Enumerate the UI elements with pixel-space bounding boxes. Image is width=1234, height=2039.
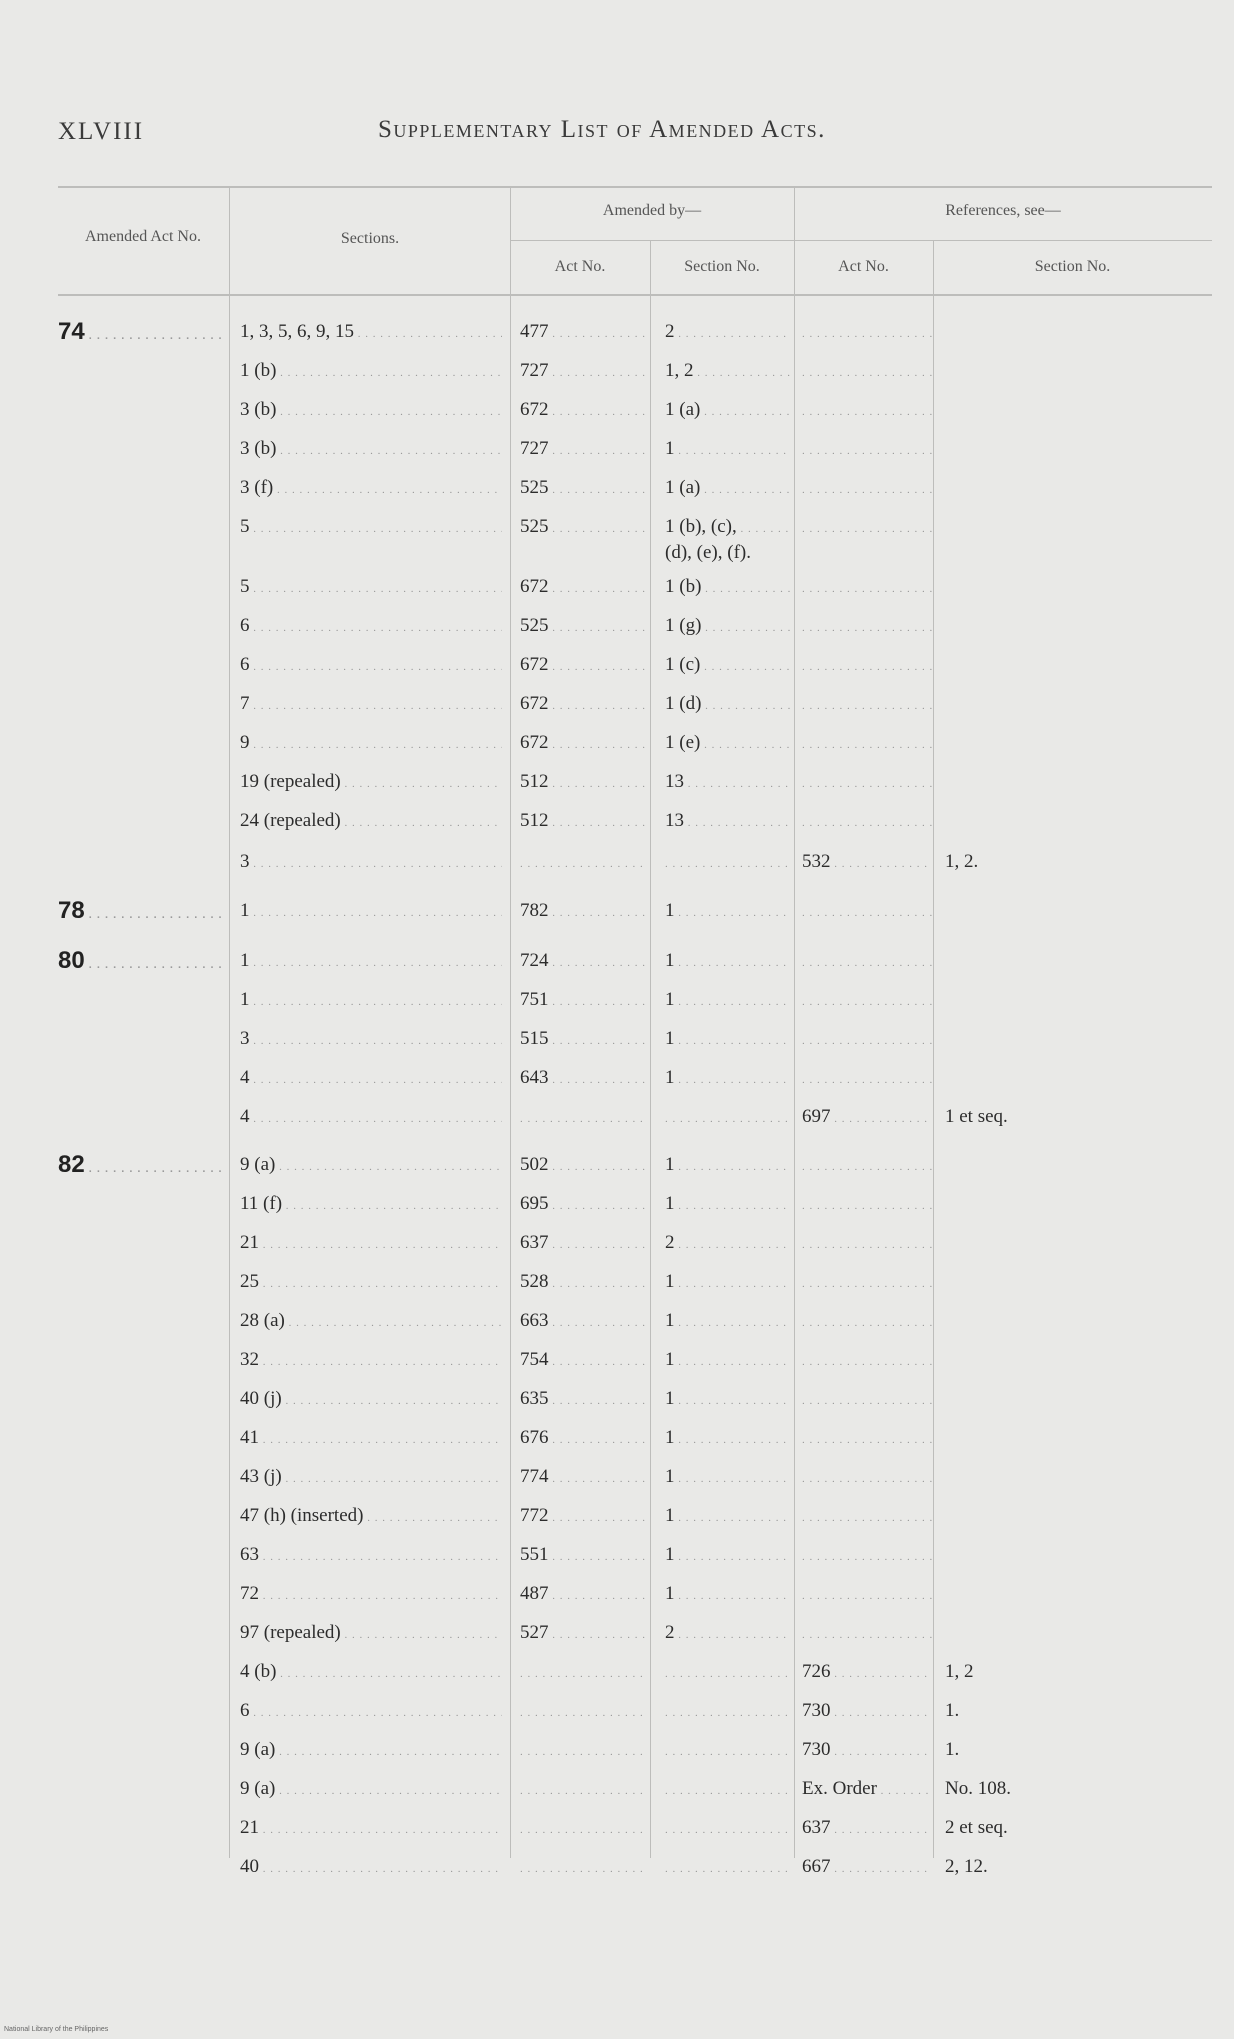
reference-section-cell: 2 et seq. xyxy=(945,1817,1008,1838)
amended-by-section-cell: 1 (b), (c), . . . xyxy=(665,513,790,543)
table-row xyxy=(0,474,1234,512)
reference-act-cell xyxy=(802,1190,932,1220)
table-row xyxy=(0,1853,1234,1891)
section-cell: 6 . . . xyxy=(240,1697,502,1727)
table-row xyxy=(0,1190,1234,1228)
amended-by-act-cell: 751 . . . xyxy=(520,986,645,1016)
amended-by-section-cell: 1 . . . xyxy=(665,1025,790,1055)
table-row xyxy=(0,807,1234,845)
table-row xyxy=(0,1775,1234,1813)
section-cell: 25 . . . xyxy=(240,1268,502,1298)
section-cell: 97 (repealed) . . . xyxy=(240,1619,502,1649)
section-cell: 3 (b) . . . xyxy=(240,396,502,426)
amended-by-act-cell xyxy=(520,1103,645,1133)
table-row xyxy=(0,1619,1234,1657)
reference-act-cell xyxy=(802,513,932,543)
section-cell: 9 (a) . . . xyxy=(240,1736,502,1766)
amended-by-act-cell: 637 . . . xyxy=(520,1229,645,1259)
reference-act-cell xyxy=(802,1307,932,1337)
amended-by-act-cell: 487 . . . xyxy=(520,1580,645,1610)
amended-by-act-cell: 754 . . . xyxy=(520,1346,645,1376)
reference-section-cell: 1. xyxy=(945,1700,960,1721)
reference-act-cell xyxy=(802,729,932,759)
amended-by-section-cell: 1 . . . xyxy=(665,1268,790,1298)
amended-by-act-cell: 502 . . . xyxy=(520,1151,645,1181)
table-row xyxy=(0,768,1234,806)
amended-by-section-cell: 1 . . . xyxy=(665,1151,790,1181)
table-row xyxy=(0,396,1234,434)
amended-by-section-cell: 1 . . . xyxy=(665,1385,790,1415)
amended-by-section-cell: 1 . . . xyxy=(665,1307,790,1337)
amended-by-section-cell: 1 (b) . . . xyxy=(665,573,790,603)
amended-by-section-cell: 1 (g) . . . xyxy=(665,612,790,642)
table-row xyxy=(0,1463,1234,1501)
table-row xyxy=(0,1385,1234,1423)
header-amended-by-act: Act No. xyxy=(554,258,606,275)
section-cell: 47 (h) (inserted) . . . xyxy=(240,1502,502,1532)
amended-by-section-cell: 1 . . . xyxy=(665,1346,790,1376)
table-row xyxy=(0,612,1234,650)
section-cell: 1 . . . xyxy=(240,986,502,1016)
amended-by-act-cell xyxy=(520,1814,645,1844)
amended-by-section-cell: 1 . . . xyxy=(665,1463,790,1493)
amended-by-act-cell: 551 . . . xyxy=(520,1541,645,1571)
reference-act-cell: 637 . . . xyxy=(802,1814,932,1844)
header-amended-by-section: Section No. xyxy=(684,258,760,275)
reference-act-cell xyxy=(802,1619,932,1649)
reference-act-cell xyxy=(802,1346,932,1376)
reference-act-cell xyxy=(802,1229,932,1259)
section-cell: 3 (b) . . . xyxy=(240,435,502,465)
table-row xyxy=(0,318,1234,356)
section-cell: 40 (j) . . . xyxy=(240,1385,502,1415)
table-row xyxy=(0,947,1234,985)
amended-by-section-cell: 1 (a) . . . xyxy=(665,396,790,426)
amended-by-section-cell xyxy=(665,1814,790,1844)
reference-act-cell xyxy=(802,986,932,1016)
page-title: Supplementary List of Amended Acts. xyxy=(378,116,826,143)
section-cell: 4 . . . xyxy=(240,1064,502,1094)
amended-by-section-cell: 1 (d) . . . xyxy=(665,690,790,720)
amended-act-cell: 74 . . . xyxy=(58,318,223,350)
section-cell: 1 . . . xyxy=(240,947,502,977)
amended-by-section-cell: 1 (a) . . . xyxy=(665,474,790,504)
amended-by-act-cell: 772 . . . xyxy=(520,1502,645,1532)
table-row xyxy=(0,729,1234,767)
amended-by-act-cell: 512 . . . xyxy=(520,807,645,837)
amended-by-section-cell: 1 . . . xyxy=(665,1424,790,1454)
reference-act-cell: Ex. Order . . . xyxy=(802,1775,932,1805)
amended-by-act-cell xyxy=(520,1658,645,1688)
amended-by-section-cell xyxy=(665,848,790,878)
amended-by-section-cell xyxy=(665,1853,790,1883)
amended-by-act-cell xyxy=(520,1697,645,1727)
amended-by-section-cell: 1 (e) . . . xyxy=(665,729,790,759)
amended-by-section-cell: 1, 2 . . . xyxy=(665,357,790,387)
table-row xyxy=(0,1502,1234,1540)
table-row xyxy=(0,897,1234,935)
reference-section-cell: 1. xyxy=(945,1739,960,1760)
amended-by-section-cell: 1 . . . xyxy=(665,986,790,1016)
section-cell: 43 (j) . . . xyxy=(240,1463,502,1493)
section-cell: 5 . . . xyxy=(240,573,502,603)
amended-by-act-cell: 724 . . . xyxy=(520,947,645,977)
amended-by-section-cell: 1 . . . xyxy=(665,435,790,465)
reference-act-cell xyxy=(802,1541,932,1571)
table-row xyxy=(0,1658,1234,1696)
amended-by-act-cell xyxy=(520,1853,645,1883)
amended-by-act-cell: 525 . . . xyxy=(520,513,645,543)
table-row xyxy=(0,435,1234,473)
section-cell: 9 (a) . . . xyxy=(240,1775,502,1805)
table-row xyxy=(0,1064,1234,1102)
reference-act-cell: 730 . . . xyxy=(802,1736,932,1766)
amended-by-section-cell xyxy=(665,1103,790,1133)
amended-by-act-cell: 663 . . . xyxy=(520,1307,645,1337)
amended-act-cell: 82 . . . xyxy=(58,1151,223,1183)
amended-by-act-cell: 672 . . . xyxy=(520,729,645,759)
section-cell: 32 . . . xyxy=(240,1346,502,1376)
amended-act-cell: 78 . . . xyxy=(58,897,223,929)
amended-by-section-cell: 1 . . . xyxy=(665,897,790,927)
amended-by-act-cell: 525 . . . xyxy=(520,474,645,504)
amended-by-act-cell: 672 . . . xyxy=(520,690,645,720)
section-cell: 1 (b) . . . xyxy=(240,357,502,387)
reference-act-cell xyxy=(802,1580,932,1610)
reference-section-cell: No. 108. xyxy=(945,1778,1011,1799)
header-amended-by: Amended by— xyxy=(602,202,702,219)
header-sections: Sections. xyxy=(340,230,400,247)
amended-by-section-cell: 1 (c) . . . xyxy=(665,651,790,681)
amended-by-section-cell: 2 . . . xyxy=(665,1619,790,1649)
reference-act-cell xyxy=(802,1025,932,1055)
table-row xyxy=(0,1307,1234,1345)
amended-by-section-cell: 13 . . . xyxy=(665,807,790,837)
reference-act-cell: 726 . . . xyxy=(802,1658,932,1688)
table-row xyxy=(0,357,1234,395)
section-cell: 3 . . . xyxy=(240,848,502,878)
table-row xyxy=(0,1541,1234,1579)
table-row xyxy=(0,986,1234,1024)
header-amended-act: Amended Act No. xyxy=(85,228,201,245)
header-references-act: Act No. xyxy=(838,258,889,275)
reference-act-cell xyxy=(802,318,932,348)
section-cell: 72 . . . xyxy=(240,1580,502,1610)
reference-act-cell xyxy=(802,947,932,977)
section-cell: 24 (repealed) . . . xyxy=(240,807,502,837)
reference-act-cell xyxy=(802,690,932,720)
reference-section-cell: 1, 2 xyxy=(945,1661,974,1682)
section-cell: 1 . . . xyxy=(240,897,502,927)
amended-by-act-cell xyxy=(520,1775,645,1805)
page-number: XLVIII xyxy=(58,118,145,145)
amended-by-section-cell: 13 . . . xyxy=(665,768,790,798)
reference-act-cell xyxy=(802,1268,932,1298)
table-row xyxy=(0,513,1234,563)
amended-by-section-cell: 2 . . . xyxy=(665,1229,790,1259)
reference-act-cell xyxy=(802,1385,932,1415)
section-cell: 63 . . . xyxy=(240,1541,502,1571)
reference-act-cell xyxy=(802,357,932,387)
amended-by-act-cell: 672 . . . xyxy=(520,573,645,603)
section-cell: 21 . . . xyxy=(240,1229,502,1259)
table-row xyxy=(0,1346,1234,1384)
header-bottom-rule xyxy=(58,294,1212,296)
amended-by-section-cell: 1 . . . xyxy=(665,1190,790,1220)
table-top-rule xyxy=(58,186,1212,188)
reference-act-cell xyxy=(802,897,932,927)
amended-by-section-cell: 1 . . . xyxy=(665,1541,790,1571)
reference-act-cell: 730 . . . xyxy=(802,1697,932,1727)
amended-by-section-cell: 1 . . . xyxy=(665,1580,790,1610)
amended-by-act-cell: 727 . . . xyxy=(520,357,645,387)
table-row xyxy=(0,690,1234,728)
amended-by-act-cell: 676 . . . xyxy=(520,1424,645,1454)
subheader-rule xyxy=(510,240,1212,241)
table-row xyxy=(0,573,1234,611)
section-cell: 41 . . . xyxy=(240,1424,502,1454)
amended-by-act-cell: 635 . . . xyxy=(520,1385,645,1415)
table-row xyxy=(0,651,1234,689)
section-cell: 19 (repealed) . . . xyxy=(240,768,502,798)
amended-by-section-cell-continued: (d), (e), (f). xyxy=(665,542,751,563)
amended-by-section-cell xyxy=(665,1697,790,1727)
amended-by-act-cell: 672 . . . xyxy=(520,651,645,681)
amended-by-act-cell: 695 . . . xyxy=(520,1190,645,1220)
amended-by-section-cell xyxy=(665,1658,790,1688)
section-cell: 7 . . . xyxy=(240,690,502,720)
amended-by-section-cell: 1 . . . xyxy=(665,947,790,977)
table-row xyxy=(0,1580,1234,1618)
amended-by-act-cell: 515 . . . xyxy=(520,1025,645,1055)
amended-act-cell: 80 . . . xyxy=(58,947,223,979)
reference-act-cell xyxy=(802,1151,932,1181)
amended-by-act-cell: 774 . . . xyxy=(520,1463,645,1493)
reference-section-cell: 1 et seq. xyxy=(945,1106,1008,1127)
amended-by-act-cell: 477 . . . xyxy=(520,318,645,348)
reference-act-cell xyxy=(802,612,932,642)
amended-by-act-cell: 782 . . . xyxy=(520,897,645,927)
section-cell: 4 (b) . . . xyxy=(240,1658,502,1688)
table-row xyxy=(0,1103,1234,1141)
amended-by-act-cell: 527 . . . xyxy=(520,1619,645,1649)
section-cell: 6 . . . xyxy=(240,612,502,642)
amended-by-act-cell: 727 . . . xyxy=(520,435,645,465)
amended-by-act-cell: 672 . . . xyxy=(520,396,645,426)
section-cell: 3 (f) . . . xyxy=(240,474,502,504)
amended-by-act-cell: 512 . . . xyxy=(520,768,645,798)
section-cell: 5 . . . xyxy=(240,513,502,543)
section-cell: 9 . . . xyxy=(240,729,502,759)
amended-by-section-cell xyxy=(665,1775,790,1805)
table-row xyxy=(0,1025,1234,1063)
footer-credit: National Library of the Philippines xyxy=(4,2026,109,2033)
amended-by-section-cell: 2 . . . xyxy=(665,318,790,348)
amended-by-section-cell: 1 . . . xyxy=(665,1064,790,1094)
reference-act-cell xyxy=(802,807,932,837)
section-cell: 21 . . . xyxy=(240,1814,502,1844)
reference-section-cell: 2, 12. xyxy=(945,1856,988,1877)
table-row xyxy=(0,1151,1234,1189)
amended-by-act-cell: 525 . . . xyxy=(520,612,645,642)
amended-by-act-cell xyxy=(520,1736,645,1766)
amended-by-act-cell: 643 . . . xyxy=(520,1064,645,1094)
section-cell: 1, 3, 5, 6, 9, 15 . . . xyxy=(240,318,502,348)
amended-by-act-cell: 528 . . . xyxy=(520,1268,645,1298)
reference-act-cell xyxy=(802,651,932,681)
table-row xyxy=(0,1814,1234,1852)
reference-act-cell xyxy=(802,1463,932,1493)
reference-act-cell xyxy=(802,474,932,504)
section-cell: 9 (a) . . . xyxy=(240,1151,502,1181)
reference-section-cell: 1, 2. xyxy=(945,851,979,872)
table-row xyxy=(0,848,1234,886)
reference-act-cell xyxy=(802,396,932,426)
section-cell: 6 . . . xyxy=(240,651,502,681)
section-cell: 4 . . . xyxy=(240,1103,502,1133)
amended-by-section-cell xyxy=(665,1736,790,1766)
reference-act-cell: 667 . . . xyxy=(802,1853,932,1883)
reference-act-cell xyxy=(802,1502,932,1532)
section-cell: 3 . . . xyxy=(240,1025,502,1055)
table-row xyxy=(0,1697,1234,1735)
section-cell: 11 (f) . . . xyxy=(240,1190,502,1220)
header-references-section: Section No. xyxy=(1034,258,1111,275)
amended-by-section-cell: 1 . . . xyxy=(665,1502,790,1532)
reference-act-cell xyxy=(802,1424,932,1454)
table-row xyxy=(0,1736,1234,1774)
reference-act-cell: 532 . . . xyxy=(802,848,932,878)
table-row xyxy=(0,1424,1234,1462)
section-cell: 40 . . . xyxy=(240,1853,502,1883)
reference-act-cell xyxy=(802,573,932,603)
table-row xyxy=(0,1229,1234,1267)
reference-act-cell xyxy=(802,435,932,465)
reference-act-cell xyxy=(802,768,932,798)
amended-by-act-cell xyxy=(520,848,645,878)
header-references: References, see— xyxy=(945,202,1061,219)
table-row xyxy=(0,1268,1234,1306)
section-cell: 28 (a) . . . xyxy=(240,1307,502,1337)
reference-act-cell: 697 . . . xyxy=(802,1103,932,1133)
reference-act-cell xyxy=(802,1064,932,1094)
